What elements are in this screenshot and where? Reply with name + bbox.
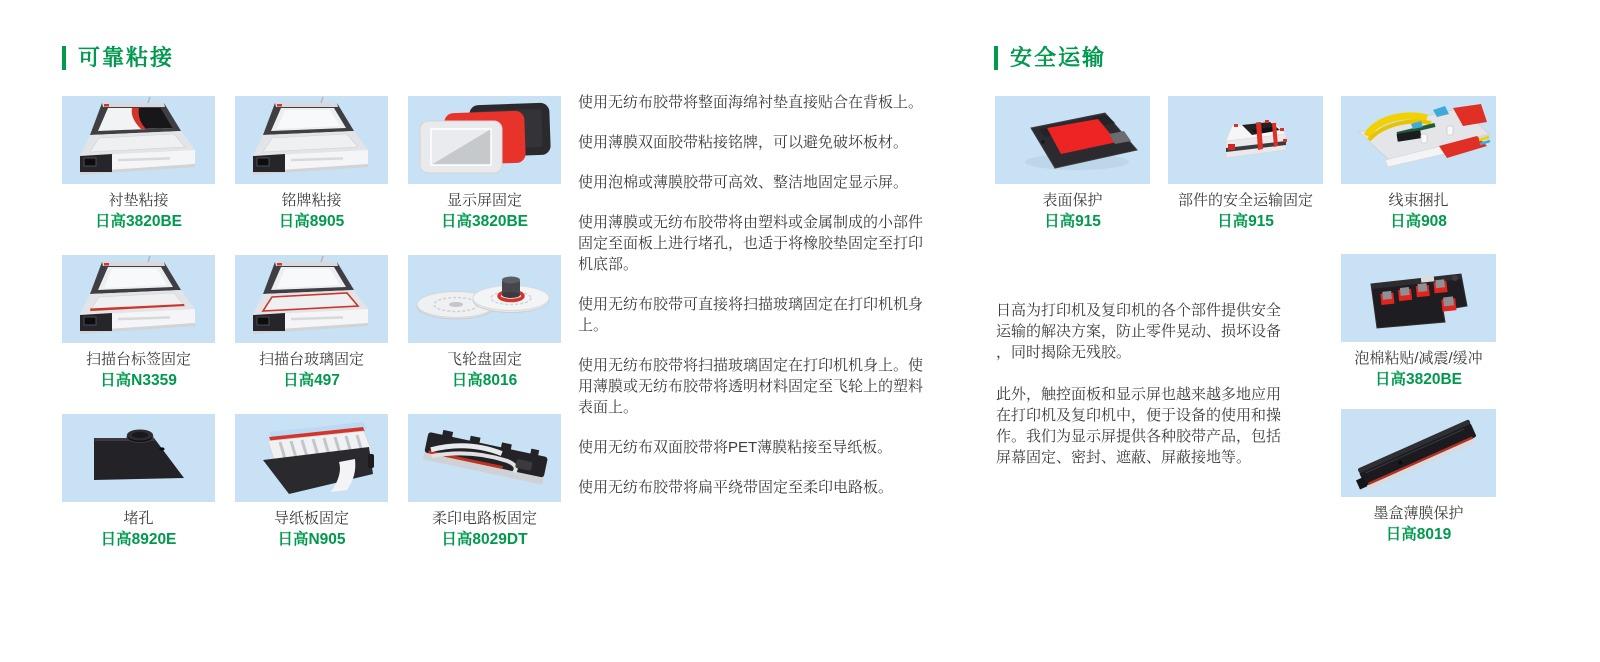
- product-code: 日高908: [1390, 213, 1447, 230]
- description-paragraph: 使用泡棉或薄膜胶带可高效、整洁地固定显示屏。: [578, 174, 909, 191]
- product-code: 日高8905: [278, 213, 345, 230]
- product-tile: [1168, 96, 1323, 184]
- product-tile: [62, 96, 215, 184]
- product-label: 飞轮盘固定: [446, 351, 522, 368]
- wire-harness-icon: [1341, 96, 1496, 184]
- paper-guide-icon: [235, 414, 388, 502]
- product-label: 表面保护: [1042, 192, 1103, 209]
- section-header-transport: [994, 44, 1106, 72]
- product-tile: [235, 255, 388, 343]
- product-code: 日高3820BE: [1374, 371, 1462, 388]
- product-label: 堵孔: [123, 510, 154, 527]
- product-code: 日高8016: [451, 372, 518, 389]
- title-accent-bar: [994, 46, 998, 70]
- scanner-label-icon: [62, 255, 215, 343]
- product-code: 日高N3359: [100, 372, 177, 389]
- product-tile: [1341, 254, 1496, 342]
- product-cell: [1341, 254, 1496, 390]
- scanner-glass-icon: [235, 255, 388, 343]
- product-code: 日高N905: [277, 531, 346, 548]
- section-header-bonding: [62, 44, 174, 72]
- product-label: 墨盒薄膜保护: [1373, 505, 1464, 522]
- toner-cartridge-icon: [1341, 409, 1496, 497]
- product-label: 泡棉粘贴/减震/缓冲: [1354, 350, 1483, 367]
- product-label: 柔印电路板固定: [431, 510, 537, 527]
- description-paragraph: 使用无纺布胶带将扁平绕带固定至柔印电路板。: [578, 479, 894, 496]
- product-tile: [1341, 409, 1496, 497]
- transport-description: [996, 300, 1288, 489]
- description-paragraph: 使用无纺布胶带将扫描玻璃固定在打印机机身上。使用薄膜或无纺布胶带将透明材料固定至飞轮上的塑料表面上。: [578, 357, 924, 416]
- product-label: 扫描台标签固定: [85, 351, 191, 368]
- product-tile: [235, 414, 388, 502]
- scanner-pad-icon: [62, 96, 215, 184]
- product-tile: [995, 96, 1150, 184]
- product-cell: [408, 414, 561, 550]
- product-cell: [408, 255, 561, 391]
- surface-protection-icon: [995, 96, 1150, 184]
- scanner-nameplate-icon: [235, 96, 388, 184]
- product-cell: [1168, 96, 1323, 232]
- product-tile: [408, 414, 561, 502]
- product-cell: [1341, 96, 1496, 232]
- product-cell: [62, 255, 215, 391]
- product-tile: [408, 96, 561, 184]
- product-code: 日高3820BE: [440, 213, 528, 230]
- product-tile: [408, 255, 561, 343]
- title-accent-bar: [62, 46, 66, 70]
- product-code: 日高915: [1217, 213, 1274, 230]
- product-cell: [235, 414, 388, 550]
- product-label: 衬垫粘接: [108, 192, 169, 209]
- product-tile: [62, 255, 215, 343]
- section-title-transport: 安全运输: [1010, 45, 1107, 70]
- product-cell: [62, 96, 215, 232]
- description-paragraph: 使用无纺布胶带将整面海绵衬垫直接贴合在背板上。: [578, 94, 924, 111]
- product-cell: [235, 96, 388, 232]
- printer-straps-icon: [1168, 96, 1323, 184]
- product-tile: [1341, 96, 1496, 184]
- product-cell: [235, 255, 388, 391]
- description-paragraph: 使用薄膜或无纺布胶带将由塑料或金属制成的小部件固定至面板上进行堵孔，也适于将橡胶垫固定至打印机底部。: [578, 214, 924, 273]
- product-cell: [1341, 409, 1496, 545]
- section-title-bonding: 可靠粘接: [78, 45, 175, 70]
- product-cell: [62, 414, 215, 550]
- description-paragraph: 使用薄膜双面胶带粘接铭牌，可以避免破坏板材。: [578, 134, 909, 151]
- product-code: 日高8029DT: [441, 531, 528, 548]
- product-cell: [995, 96, 1150, 232]
- hole-plug-icon: [62, 414, 215, 502]
- description-paragraph: 使用无纺布胶带可直接将扫描玻璃固定在打印机机身上。: [578, 296, 924, 334]
- flex-circuit-icon: [408, 414, 561, 502]
- description-paragraph: 此外，触控面板和显示屏也越来越多地应用在打印机及复印机中，便于设备的使用和操作。我们为显示屏提供各种胶带产品，包括屏幕固定、密封、遮蔽、屏蔽接地等。: [996, 386, 1282, 466]
- product-label: 扫描台玻璃固定: [258, 351, 364, 368]
- product-cell: [408, 96, 561, 232]
- product-label: 铭牌粘接: [281, 192, 342, 209]
- product-tile: [235, 96, 388, 184]
- bonding-description: [578, 92, 932, 517]
- product-code: 日高3820BE: [94, 213, 182, 230]
- product-code: 日高8019: [1385, 526, 1452, 543]
- product-label: 导纸板固定: [273, 510, 349, 527]
- display-screens-icon: [408, 96, 561, 184]
- product-label: 线束捆扎: [1388, 192, 1449, 209]
- product-code: 日高8920E: [100, 531, 177, 548]
- description-paragraph: 日高为打印机及复印机的各个部件提供安全运输的解决方案，防止零件晃动、损坏设备，同时揭除无残胶。: [996, 302, 1282, 361]
- product-label: 部件的安全运输固定: [1177, 192, 1313, 209]
- flywheel-discs-icon: [408, 255, 561, 343]
- product-code: 日高497: [283, 372, 340, 389]
- product-label: 显示屏固定: [446, 192, 522, 209]
- product-code: 日高915: [1044, 213, 1101, 230]
- product-tile: [62, 414, 215, 502]
- foam-pads-icon: [1341, 254, 1496, 342]
- description-paragraph: 使用无纺布双面胶带将PET薄膜粘接至导纸板。: [578, 439, 893, 456]
